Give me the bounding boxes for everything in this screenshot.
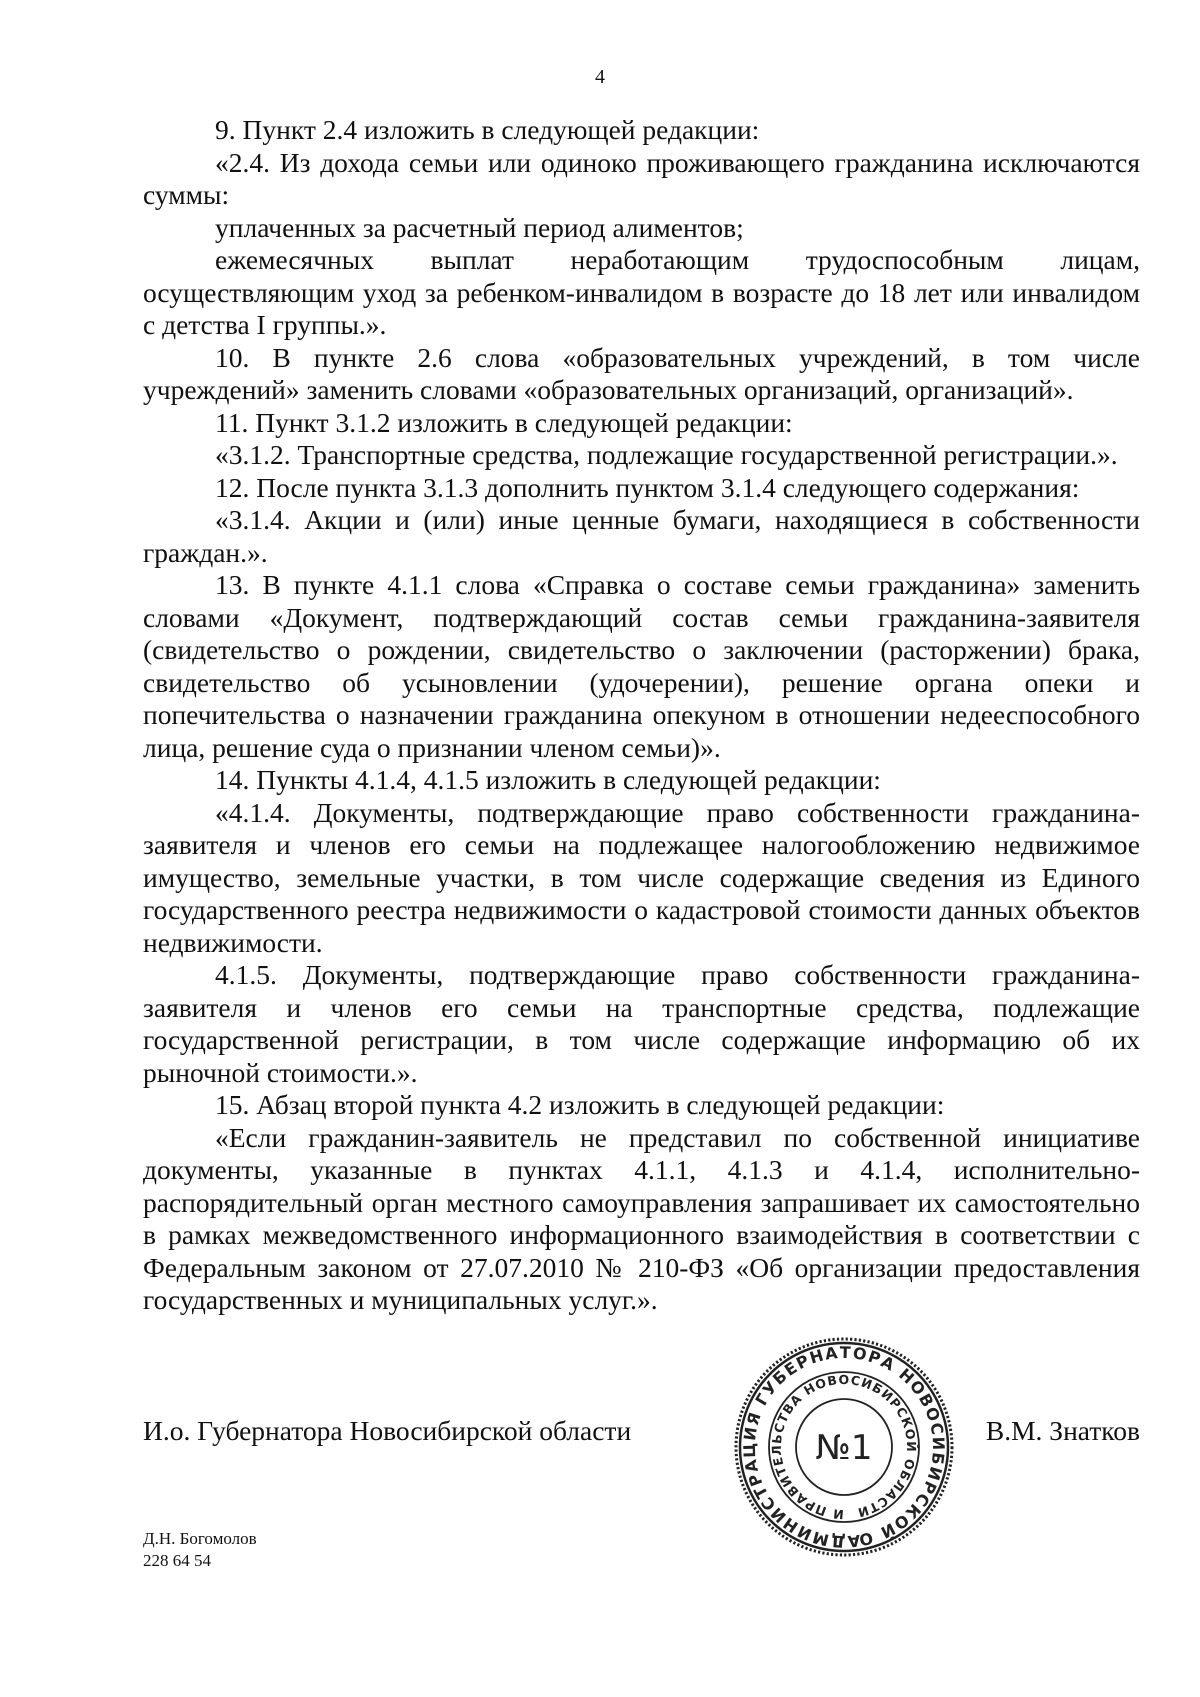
executor-name: Д.Н. Богомолов bbox=[143, 1529, 257, 1548]
official-seal-stamp bbox=[732, 1335, 956, 1559]
paragraph-quote-4-1-4: «4.1.4. Документы, подтверждающие право собственности гражданина-заявителя и членов его семьи на подлежащее налогообложению недвижимое имущество, земельные участки, в том числе содержащие сведения из Единого государственного реестра недвижимости о кадастровой стоимости данных объектов недвижимости. bbox=[143, 796, 1140, 958]
paragraph-item-12: 12. После пункта 3.1.3 дополнить пунктом 3.1.4 следующего содержания: bbox=[215, 471, 1080, 503]
paragraph-quote-3-1-4: «3.1.4. Акции и (или) иные ценные бумаги, находящиеся в собственности граждан.». bbox=[143, 504, 1140, 568]
seal-graphic bbox=[732, 1335, 956, 1559]
paragraph-monthly-payments: ежемесячных выплат неработающим трудоспособным лицам, осуществляющим уход за ребенком-инвалидом в возрасте до 18 лет или инвалидом с детства I группы.». bbox=[143, 244, 1140, 340]
paragraph-quote-4-2: «Если гражданин-заявитель не представил по собственной инициативе документы, указанные в пунктах 4.1.1, 4.1.3 и 4.1.4, исполнительно-распорядительный орган местного самоуправления запрашивает их самостоятельно в рамках межведомственного информационного взаимодействия в соответствии с Федеральным законом от 27.07.2010 № 210-ФЗ «Об организации предоставления государственных и муниципальных услуг.». bbox=[143, 1121, 1140, 1315]
signatory-name: В.М. Знатков bbox=[985, 1415, 1140, 1446]
paragraph-quote-4-1-5: 4.1.5. Документы, подтверждающие право собственности гражданина-заявителя и членов его семьи на транспортные средства, подлежащие государственной регистрации, в том числе содержащие информацию об их рыночной стоимости.». bbox=[143, 959, 1140, 1088]
paragraph-item-9: 9. Пункт 2.4 изложить в следующей редакции: bbox=[215, 114, 760, 145]
paragraph-item-13: 13. В пункте 4.1.1 слова «Справка о составе семьи гражданина» заменить словами «Документ, подтверждающий состав семьи гражданина-заявителя (свидетельство о рождении, свидетельство о заключении (расторжении) брака, свидетельство об усыновлении (удочерении), решение органа опеки и попечительства о назначении гражданина опекуном в отношении недееспособного лица, решение суда о признании членом семьи)». bbox=[143, 569, 1140, 763]
paragraph-item-14: 14. Пункты 4.1.4, 4.1.5 изложить в следующей редакции: bbox=[215, 764, 881, 795]
paragraph-item-10: 10. В пункте 2.6 слова «образовательных учреждений, в том числе учреждений» заменить словами «образовательных организаций, организаций». bbox=[143, 341, 1140, 405]
seal-outer-text: АДМИНИСТРАЦИЯ ГУБЕРНАТОРА НОВОСИБИРСКОЙ ОБЛАСТИ bbox=[739, 1342, 949, 1552]
executor-phone: 228 64 54 bbox=[143, 1551, 211, 1570]
executor-block bbox=[143, 1528, 257, 1572]
paragraph-item-11: 11. Пункт 3.1.2 изложить в следующей редакции: bbox=[215, 406, 793, 438]
seal-center-number: №1 bbox=[815, 1428, 873, 1468]
paragraph-alimony: уплаченных за расчетный период алиментов; bbox=[215, 211, 744, 243]
paragraph-quote-3-1-2: «3.1.2. Транспортные средства, подлежащие государственной регистрации.». bbox=[215, 439, 1118, 470]
paragraph-item-15: 15. Абзац второй пункта 4.2 изложить в следующей редакции: bbox=[215, 1089, 945, 1120]
page-number: 4 bbox=[595, 66, 605, 88]
seal-inner-text: И ПРАВИТЕЛЬСТВА НОВОСИБИРСКОЙ ОБЛАСТИ bbox=[768, 1371, 920, 1523]
signatory-position: И.о. Губернатора Новосибирской области bbox=[143, 1415, 632, 1446]
paragraph-quote-2-4: «2.4. Из дохода семьи или одиноко проживающего гражданина исключаются суммы: bbox=[143, 146, 1140, 210]
document-body bbox=[143, 114, 1140, 1317]
